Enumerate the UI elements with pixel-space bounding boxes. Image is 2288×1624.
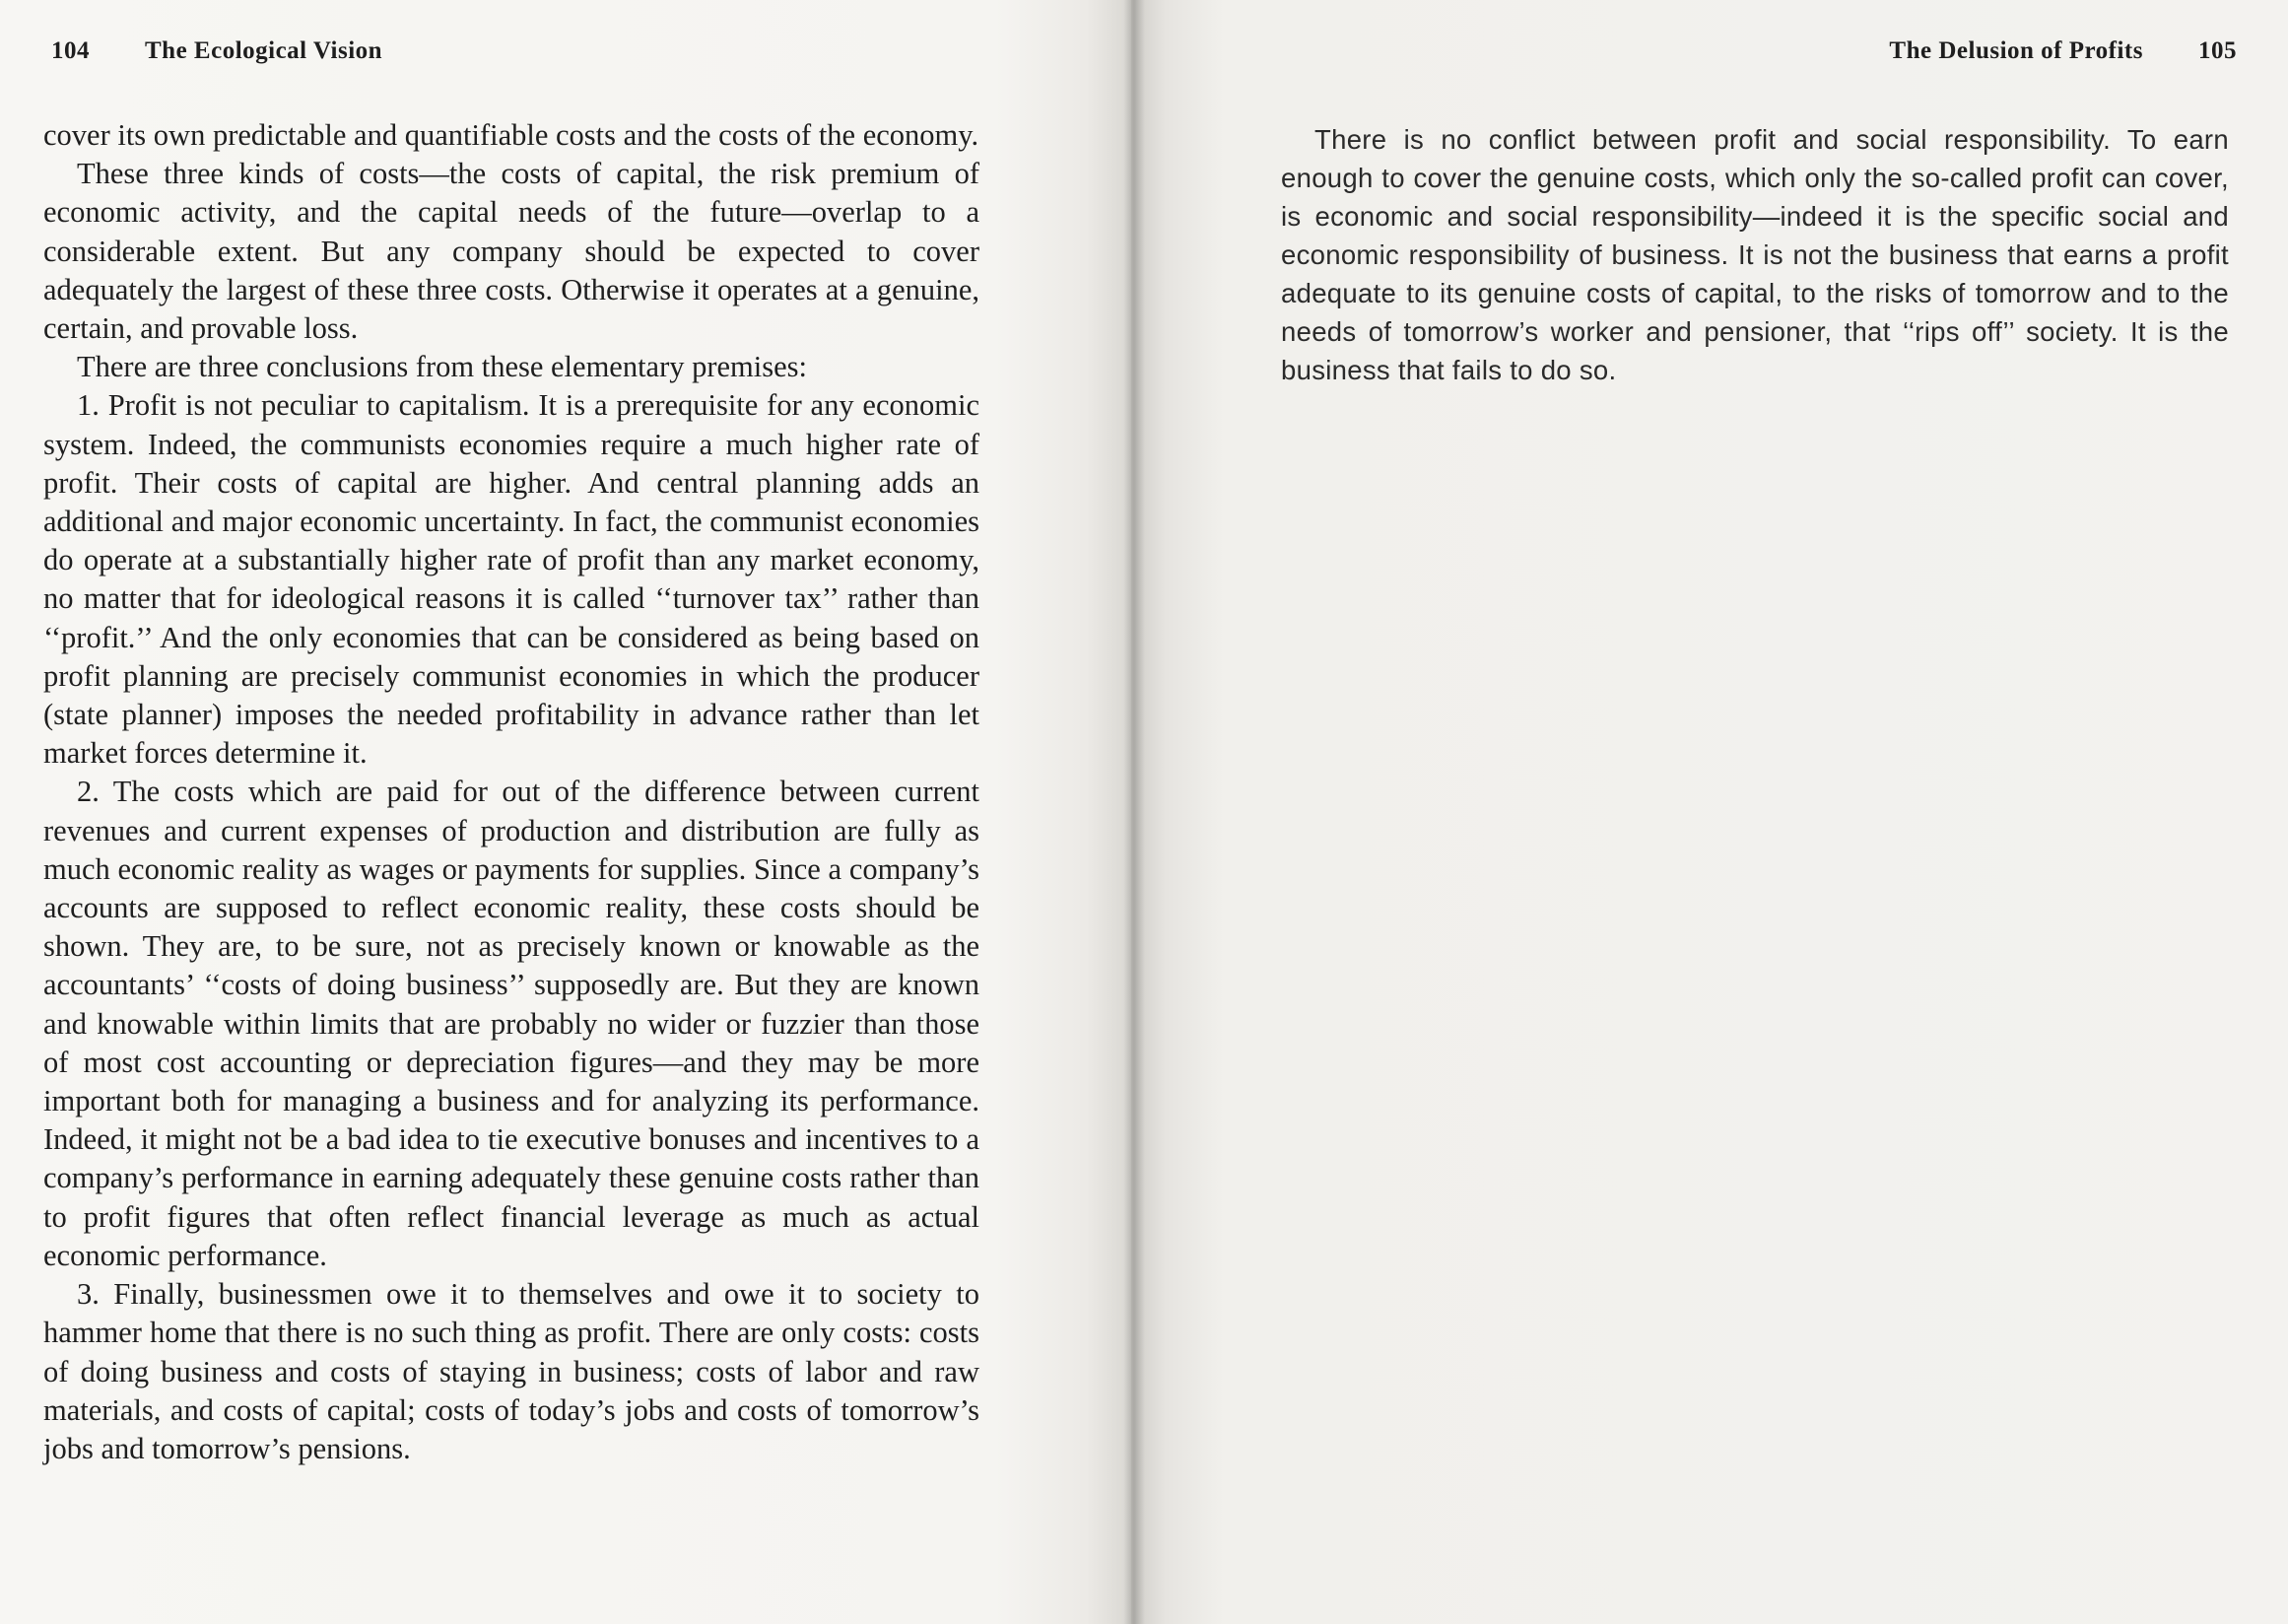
left-running-head (51, 37, 382, 65)
paragraph: These three kinds of costs—the costs of capital, the risk premium of economic activity, and the capital needs of the future—overlap to a considerable extent. But any company should be expected to cover adequately the largest of these three costs. Otherwise it operates at a genuine, certain, and provable loss. (43, 157, 979, 346)
paragraph: 3. Finally, businessmen owe it to themselves and owe it to society to hammer home that there is no such thing as profit. There are only costs: costs of doing business and costs of staying in business; costs of labor and raw materials, and costs of capital; costs of today’s jobs and costs of tomorrow’s jobs and tomorrow’s pensions. (43, 1277, 979, 1465)
paragraph: 1. Profit is not peculiar to capitalism. It is a prerequisite for any economic system. Indeed, the communists economies require a much higher rate of profit. Their costs of capital are higher. And central planning adds an additional and major economic uncertainty. In fact, the communist economies do operate at a substantially higher rate of profit than any market economy, no matter that for ideological reasons it is called ‘‘turnover tax’’ rather than ‘‘profit.’’ And the only economies that can be considered as being based on profit planning are precisely communist economies in which the producer (state planner) imposes the needed profitability in advance rather than let market forces determine it. (43, 388, 979, 771)
right-running-head (1889, 37, 2237, 65)
right-page-number: 105 (2198, 37, 2237, 64)
left-page-number: 104 (51, 37, 90, 64)
right-body-text (1281, 120, 2229, 389)
left-body-text (43, 116, 979, 1468)
paragraph: There are three conclusions from these elementary premises: (77, 350, 808, 384)
left-running-title: The Ecological Vision (145, 37, 383, 64)
right-page (1131, 0, 2288, 1624)
right-running-title: The Delusion of Profits (1889, 37, 2143, 64)
left-page (0, 0, 1131, 1624)
paragraph: cover its own predictable and quantifiable costs and the costs of the economy. (43, 118, 979, 152)
paragraph: There is no conflict between profit and social responsibility. To earn enough to cover the genuine costs, which only the so-called profit can cover, is economic and social responsibility—indeed it is the specific social and economic responsibility of business. It is not the business that earns a profit adequate to its genuine costs of capital, to the risks of tomorrow and to the needs of tomorrow’s worker and pensioner, that ‘‘rips off’’ society. It is the business that fails to do so. (1281, 124, 2229, 385)
paragraph: 2. The costs which are paid for out of the difference between current revenues and current expenses of production and distribution are fully as much economic reality as wages or payments for supplies. Since a company’s accounts are supposed to reflect economic reality, these costs should be shown. They are, to be sure, not as precisely known or knowable as the accountants’ ‘‘costs of doing business’’ supposedly are. But they are known and knowable within limits that are probably no wider or fuzzier than those of most cost accounting or depreciation figures—and they may be more important both for managing a business and for analyzing its performance. Indeed, it might not be a bad idea to tie executive bonuses and incentives to a company’s performance in earning adequately these genuine costs rather than to profit figures that often reflect financial leverage as much as actual economic performance. (43, 775, 979, 1272)
